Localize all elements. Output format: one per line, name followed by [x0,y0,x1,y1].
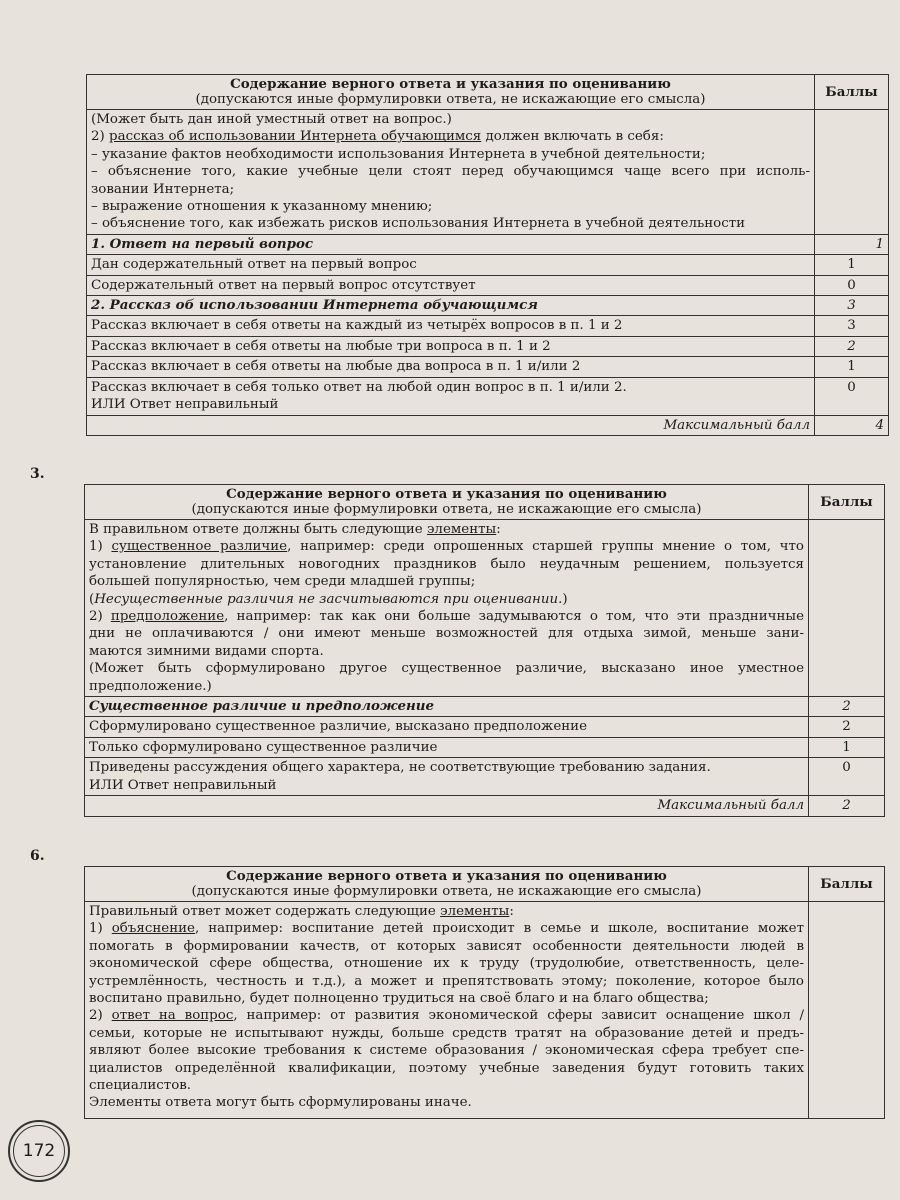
max-score-label: Максимальный балл [85,796,809,816]
text-line: дни не оплачиваются / они имеют меньше возможностей для отдыха зимой, меньше зани- [89,626,804,642]
criterion-row [85,697,885,717]
text-line: – объяснение того, как избежать рисков использования Интернета в учебной деятельности [91,216,746,232]
criterion-row [87,336,889,356]
text-line: (Может быть сформулировано другое существенное различие, высказано иное уместное [89,661,804,677]
header-points-cell: Баллы [809,867,885,902]
criterion-text: Рассказ включает в себя ответы на любые два вопроса в п. 1 и/или 2 [87,357,815,377]
text-line [89,538,804,555]
underlined-element: ответ на вопрос [111,1008,234,1024]
points-value: 1 [815,234,889,254]
criterion-text: Дан содержательный ответ на первый вопрос [87,255,815,275]
header-title: Содержание верного ответа и указания по оцениванию [230,76,671,92]
text-fragment: Правильный ответ может содержать следующие [89,904,441,919]
text-line: маются зимними видами спорта. [89,643,324,659]
points-value: 2 [809,697,885,717]
text-fragment: должен включать в себя: [481,129,664,145]
text-line: специалистов. [89,1078,192,1094]
header-subtitle: (допускаются иные формулировки ответа, не искажающие его смысла) [191,502,702,517]
criterion-row [85,758,885,796]
table-header-row [85,485,885,520]
item-number: 2) [89,1008,112,1024]
criterion-text: Сформулировано существенное различие, высказано предположение [85,717,809,737]
header-criteria-cell [85,485,809,520]
text-line: экономической сфере общества, отношение их к труду (трудолюбие, ответственность, целе- [89,956,804,972]
points-value: 1 [815,357,889,377]
empty-points-cell [809,520,885,697]
points-value: 1 [809,737,885,757]
points-value: 3 [815,316,889,336]
underlined-element: элементы [426,522,497,537]
underlined-element: элементы [440,904,510,919]
criterion-heading: Существенное различие и предположение [85,697,809,717]
answer-content-row [85,520,885,697]
header-points-cell: Баллы [809,485,885,520]
text-line: Элементы ответа могут быть сформулированы иначе. [89,1095,472,1111]
criterion-row [87,234,889,254]
max-score-row [87,415,889,435]
criterion-text [87,377,815,415]
max-score-value: 4 [815,415,889,435]
criterion-heading: 2. Рассказ об использовании Интернета обучающимся [87,296,815,316]
criterion-text: Рассказ включает в себя ответы на любые три вопроса в п. 1 и 2 [87,336,815,356]
criterion-row [87,296,889,316]
text-line [89,591,804,608]
header-points-cell: Баллы [815,75,889,110]
text-fragment: В правильном ответе должны быть следующие [89,522,427,537]
underlined-element: рассказ об использовании Интернета обучающимся [109,129,482,145]
text-fragment: , например: от развития экономической сферы зависит оснащение школ / [233,1008,805,1024]
text-line: – объяснение того, какие учебные цели стоят перед обучающимся чаще всего при исполь- [91,164,810,180]
text-line: – указание фактов необходимости использования Интернета в учебной деятельности; [91,146,706,162]
text-fragment: ( [89,591,95,607]
max-score-row [85,796,885,816]
question-number: 3. [30,466,45,482]
text-line: Рассказ включает в себя только ответ на любой один вопрос в п. 1 и/или 2. [91,379,627,395]
text-line: зовании Интернета; [91,181,235,197]
text-fragment: : [509,904,514,919]
points-value: 2 [815,336,889,356]
criterion-heading: 1. Ответ на первый вопрос [87,234,815,254]
text-line: Приведены рассуждения общего характера, не соответствующие требованию задания. [89,760,711,776]
text-line: устремлённость, честность и т.д.), а может и препятствовать этому; поколение, которое было [89,973,804,989]
text-line: циалистов определённой квалификации, поэтому учебные заведения будут готовить таких [89,1060,804,1076]
points-value: 0 [815,377,889,415]
text-line [89,521,804,538]
item-number: 2) [91,129,110,145]
text-line: – выражение отношения к указанному мнению; [91,199,433,215]
text-fragment: , например: воспитание детей происходит в семье и школе, воспитание может [194,921,804,937]
text-line [89,903,804,920]
header-subtitle: (допускаются иные формулировки ответа, не искажающие его смысла) [191,884,702,899]
criterion-text: Рассказ включает в себя ответы на каждый из четырёх вопросов в п. 1 и 2 [87,316,815,336]
criterion-text [85,758,809,796]
criterion-row [85,737,885,757]
answer-content-row [85,902,885,1119]
header-title: Содержание верного ответа и указания по оцениванию [226,486,667,502]
text-line [89,608,804,625]
points-value: 1 [815,255,889,275]
table-header-row [85,867,885,902]
question-number: 6. [30,848,45,864]
page-number: 172 [13,1125,65,1177]
answer-content-cell [85,902,809,1119]
empty-points-cell [809,902,885,1119]
text-line: установление длительных новогодних праздников было неудачным решением, пользуется [89,556,804,572]
criterion-row [87,377,889,415]
text-line: являют более высокие требования к системе образования / экономическая сфера требует спе- [89,1043,804,1059]
criterion-text: Только сформулировано существенное различие [85,737,809,757]
header-subtitle: (допускаются иные формулировки ответа, не искажающие его смысла) [195,92,706,107]
text-fragment: , например: среди опрошенных старшей группы мнение о том, что [287,539,804,555]
answer-content-cell [87,110,815,235]
empty-points-cell [815,110,889,235]
item-number: 2) [89,609,111,625]
text-fragment: , например: так как они больше задумываются о том, что эти праздничные [224,609,804,625]
item-number: 1) [89,921,112,937]
text-line: ИЛИ Ответ неправильный [89,777,277,793]
text-line: (Может быть дан иной уместный ответ на вопрос.) [91,112,452,127]
criterion-row [87,275,889,295]
answer-content-cell [85,520,809,697]
text-line: воспитано правильно, будет полноценно трудиться на своё благо и на благо общества; [89,991,709,1007]
table-header-row [87,75,889,110]
points-value: 3 [815,296,889,316]
text-line: предположение.) [89,678,212,694]
grading-table-continued [86,74,889,436]
points-value: 0 [815,275,889,295]
grading-table-q6 [84,866,885,1119]
page-number-badge [8,1120,70,1182]
underlined-element: существенное различие [111,539,288,555]
answer-content-row [87,110,889,235]
points-value: 2 [809,717,885,737]
text-line: ИЛИ Ответ неправильный [91,397,279,413]
item-number: 1) [89,539,112,555]
criterion-text: Содержательный ответ на первый вопрос отсутствует [87,275,815,295]
criterion-row [87,255,889,275]
text-line [91,128,810,145]
criterion-row [87,316,889,336]
points-value: 0 [809,758,885,796]
grading-table-q3 [84,484,885,817]
max-score-value: 2 [809,796,885,816]
text-line: большей популярностью, чем среди младшей группы; [89,574,476,590]
text-line: семьи, которые не испытывают нужды, больше средств тратят на образование детей и предъ- [89,1025,804,1041]
criterion-row [85,717,885,737]
text-line [89,920,804,937]
text-fragment: ) [562,591,568,607]
criterion-row [87,357,889,377]
max-score-label: Максимальный балл [87,415,815,435]
text-line: помогать в формировании качеств, от которых зависят особенности деятельности людей в [89,938,804,954]
underlined-element: объяснение [111,921,195,937]
underlined-element: предположение [110,609,225,625]
italic-note: Несущественные различия не засчитываются при оценивании. [94,591,563,607]
text-line [89,1007,804,1024]
text-fragment: : [496,522,501,537]
header-criteria-cell [87,75,815,110]
header-criteria-cell [85,867,809,902]
header-title: Содержание верного ответа и указания по оцениванию [226,868,667,884]
